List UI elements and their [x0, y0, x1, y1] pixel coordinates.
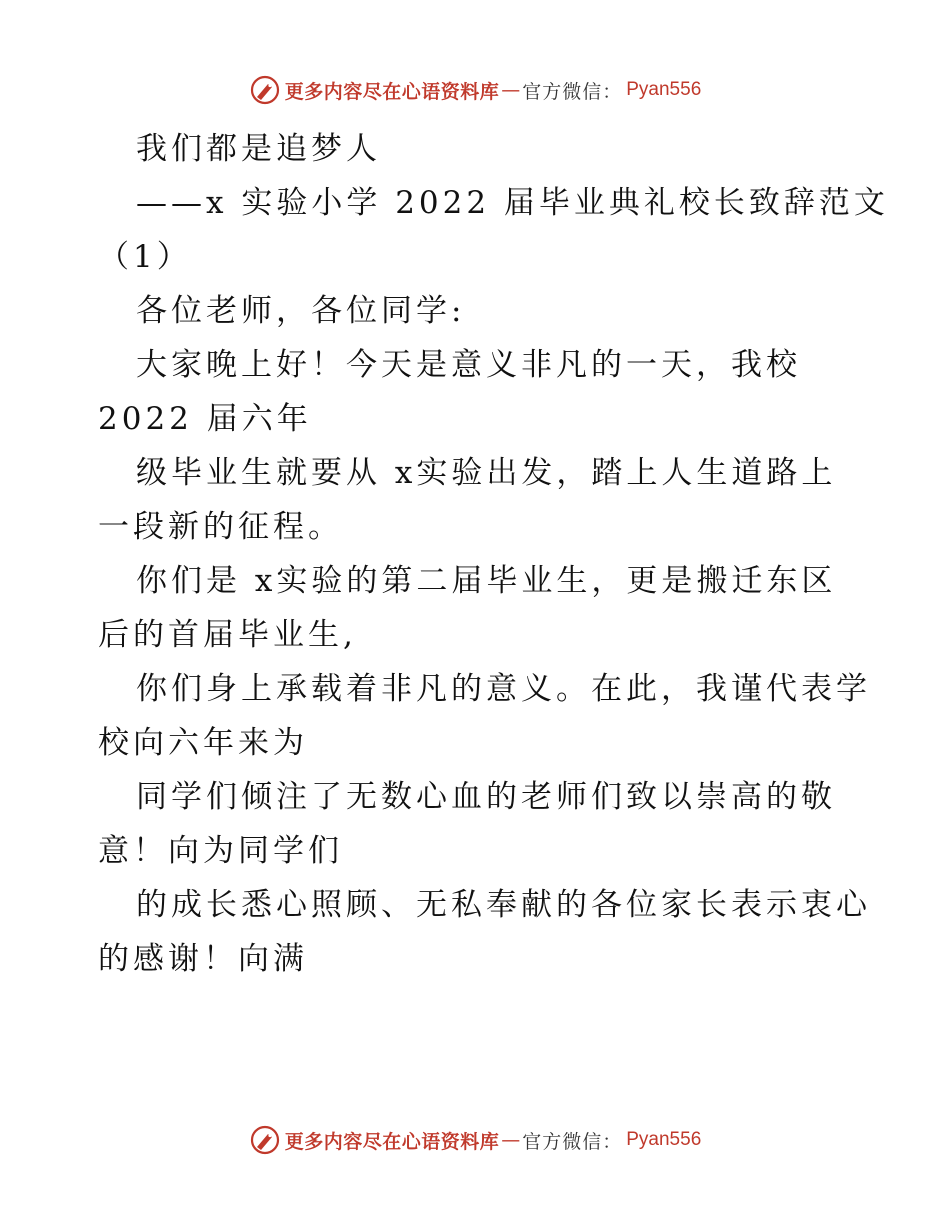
footer-banner: [0, 1120, 950, 1160]
paragraph-line: 校向六年来为: [98, 725, 308, 761]
paragraph-line: 一段新的征程。: [98, 509, 343, 545]
paragraph-line: 后的首届毕业生,: [98, 617, 357, 653]
banner-dash: —: [501, 79, 521, 101]
pen-nib-logo-icon: [249, 1124, 281, 1156]
pen-nib-logo-icon: [249, 74, 281, 106]
document-subtitle-number: （1）: [98, 239, 192, 275]
paragraph-line: 级毕业生就要从 x实验出发，踏上人生道路上: [136, 455, 837, 491]
banner-wechat-label: 官方微信：: [522, 80, 623, 103]
paragraph-line: 你们身上承载着非凡的意义。在此，我谨代表学: [136, 671, 871, 707]
paragraph-line: 意！向为同学们: [98, 833, 343, 869]
banner-main-text: 更多内容尽在心语资料库: [284, 1130, 500, 1153]
document-subtitle: ——x 实验小学 2022 届毕业典礼校长致辞范文: [136, 185, 889, 221]
banner-wechat-id: Pyan556: [626, 1129, 702, 1150]
banner-dash: —: [501, 1129, 521, 1151]
banner-wechat-id: Pyan556: [626, 79, 702, 100]
greeting-line: 各位老师，各位同学:: [136, 293, 466, 329]
paragraph-line: 同学们倾注了无数心血的老师们致以崇高的敬: [136, 779, 836, 815]
paragraph-line: 你们是 x实验的第二届毕业生，更是搬迁东区: [136, 563, 837, 599]
paragraph-line: 的成长悉心照顾、无私奉献的各位家长表示衷心: [136, 887, 871, 923]
document-body: [98, 122, 889, 986]
document-title: 我们都是追梦人: [136, 131, 381, 167]
paragraph-line: 大家晚上好！今天是意义非凡的一天，我校: [136, 347, 801, 383]
banner-main-text: 更多内容尽在心语资料库: [284, 80, 500, 103]
banner-wechat-label: 官方微信：: [522, 1130, 623, 1153]
header-banner: [0, 70, 950, 110]
paragraph-line: 的感谢！向满: [98, 941, 308, 977]
paragraph-line: 2022 届六年: [98, 401, 312, 437]
